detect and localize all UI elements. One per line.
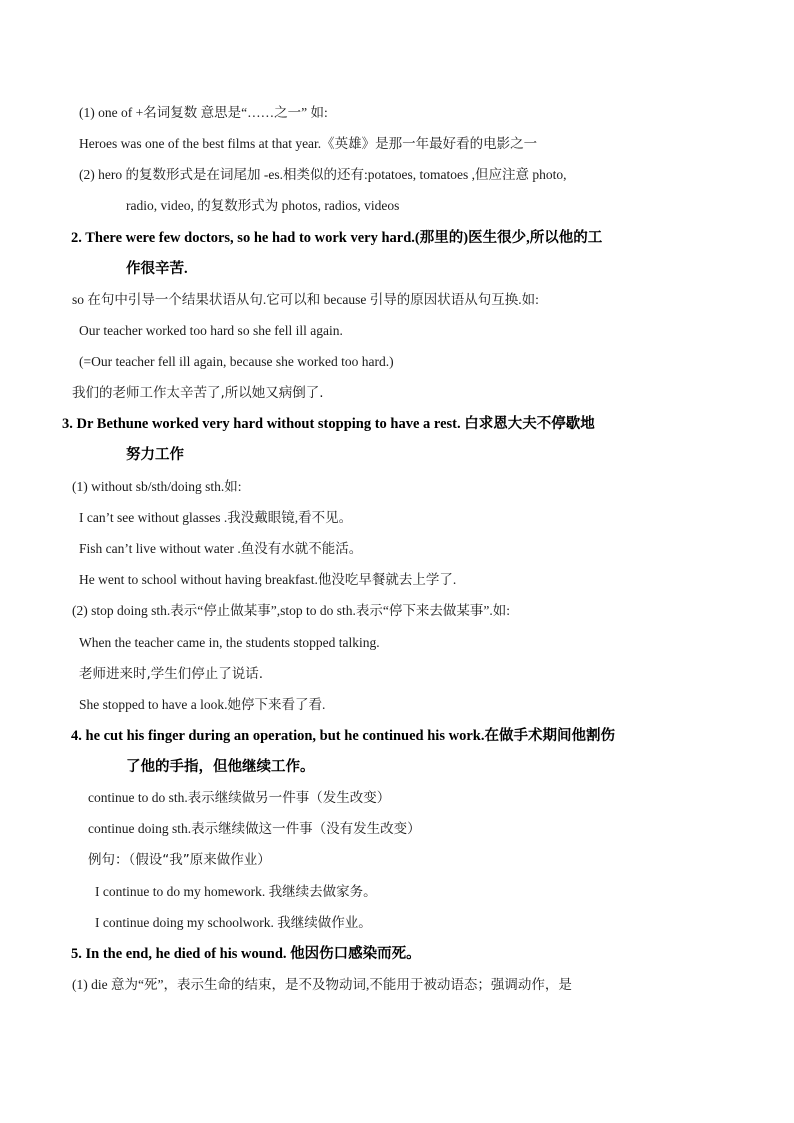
note-one-of-definition: (1) one of +名词复数 意思是“……之一” 如: (79, 105, 328, 120)
example-continue-doing: I continue doing my schoolwork. 我继续做作业。 (95, 915, 372, 930)
note-stop-doing: (2) stop doing sth.表示“停止做某事”,stop to do sth.表示“停下来去做某事”.如: (72, 603, 510, 618)
example-continue-to-do: I continue to do my homework. 我继续去做家务。 (95, 884, 377, 899)
example-teacher-because: (=Our teacher fell ill again, because she worked too hard.) (79, 354, 394, 369)
sentence-3-heading: 3. Dr Bethune worked very hard without stopping to have a rest. 白求恩大夫不停歇地 (62, 416, 595, 432)
note-continue-doing: continue doing sth.表示继续做这一件事（没有发生改变） (88, 821, 421, 836)
example-heroes: Heroes was one of the best films at that year.《英雄》是那一年最好看的电影之一 (79, 136, 538, 151)
example-teacher-translation: 我们的老师工作太辛苦了,所以她又病倒了. (72, 385, 324, 401)
example-breakfast: He went to school without having breakfast.他没吃早餐就去上学了. (79, 572, 457, 587)
sentence-4-heading: 4. he cut his finger during an operation, but he continued his work.在做手术期间他割伤 (71, 728, 615, 744)
sentence-2-heading: 2. There were few doctors, so he had to work very hard.(那里的)医生很少,所以他的工 (71, 230, 603, 246)
note-die: (1) die 意为“死”，表示生命的结束，是不及物动词,不能用于被动语态；强调动作，是 (72, 977, 572, 992)
example-fish: Fish can’t live without water .鱼没有水就不能活。 (79, 541, 363, 556)
sentence-3-heading-cont: 努力工作 (126, 447, 184, 463)
note-continue-to-do: continue to do sth.表示继续做另一件事（发生改变） (88, 790, 391, 805)
sentence-5-heading: 5. In the end, he died of his wound. 他因伤口感染而死。 (71, 946, 421, 962)
note-so-clause: so 在句中引导一个结果状语从句.它可以和 because 引导的原因状语从句互换.如: (72, 292, 539, 307)
example-stopped-talking: When the teacher came in, the students stopped talking. (79, 635, 380, 650)
note-hero-plural-cont: radio, video, 的复数形式为 photos, radios, videos (126, 198, 400, 213)
note-without: (1) without sb/sth/doing sth.如: (72, 479, 242, 494)
example-label: 例句：（假设“我”原来做作业） (88, 852, 271, 868)
example-have-a-look: She stopped to have a look.她停下来看了看. (79, 697, 326, 712)
example-teacher-so: Our teacher worked too hard so she fell ill again. (79, 323, 343, 338)
example-glasses: I can’t see without glasses .我没戴眼镜,看不见。 (79, 510, 353, 525)
sentence-4-heading-cont: 了他的手指，但他继续工作。 (126, 759, 315, 775)
example-stopped-talking-translation: 老师进来时,学生们停止了说话. (79, 666, 264, 682)
sentence-2-heading-cont: 作很辛苦. (126, 261, 188, 277)
note-hero-plural: (2) hero 的复数形式是在词尾加 -es.相类似的还有:potatoes, tomatoes ,但应注意 photo, (79, 167, 567, 182)
